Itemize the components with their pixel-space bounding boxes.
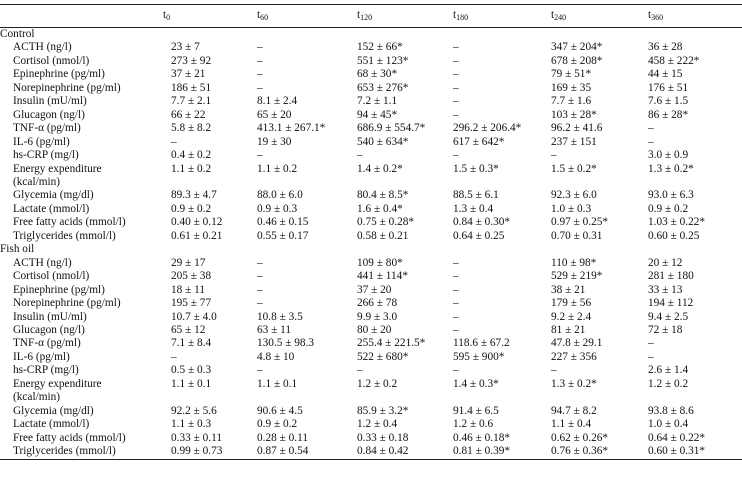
cell-t0: 66 ± 22 (171, 108, 206, 121)
cell-t60: – (257, 54, 263, 67)
row-label: Lactate (mmol/l) (13, 202, 90, 215)
cell-t0: 0.99 ± 0.73 (171, 445, 223, 458)
cell-t180: 1.5 ± 0.3* (453, 162, 499, 175)
cell-t60: – (257, 364, 263, 377)
cell-t360: 458 ± 222* (648, 54, 700, 67)
cell-t240: 79 ± 51* (551, 68, 592, 81)
cell-t120: 94 ± 45* (357, 108, 398, 121)
cell-t180: – (453, 108, 459, 121)
cell-t60: 88.0 ± 6.0 (257, 189, 303, 202)
cell-t60: 0.87 ± 0.54 (257, 445, 309, 458)
cell-t240: 0.76 ± 0.36* (551, 445, 609, 458)
cell-t360: 0.64 ± 0.22* (648, 431, 706, 444)
cell-t240: 38 ± 21 (551, 283, 586, 296)
cell-t360: 20 ± 12 (648, 256, 683, 269)
group-label: Control (0, 28, 35, 40)
cell-t240: 92.3 ± 6.0 (551, 189, 597, 202)
group-label: Fish oil (0, 243, 35, 256)
cell-t120: 9.9 ± 3.0 (357, 310, 398, 323)
table-row (0, 82, 742, 95)
column-header-t360: $t_{360}$ (648, 9, 664, 22)
row-label: IL-6 (pg/ml) (13, 135, 70, 148)
cell-t240: 678 ± 208* (551, 54, 603, 67)
cell-t360: 1.0 ± 0.4 (648, 418, 689, 431)
cell-t240: 81 ± 21 (551, 323, 586, 336)
cell-t120: 522 ± 680* (357, 350, 409, 363)
cell-t120: 255.4 ± 221.5* (357, 337, 426, 350)
cell-t180: 296.2 ± 206.4* (453, 122, 522, 135)
table-row (0, 337, 742, 350)
cell-t60: – (257, 41, 263, 54)
cell-t0: – (171, 350, 177, 363)
cell-t120: 80 ± 20 (357, 323, 392, 336)
cell-t120: 0.58 ± 0.21 (357, 229, 409, 242)
cell-t360: 2.6 ± 1.4 (648, 364, 689, 377)
row-label: Energy expenditure (kcal/min) (13, 377, 102, 404)
cell-t60: 0.9 ± 0.3 (257, 202, 298, 215)
row-label: Glycemia (mg/dl) (13, 189, 94, 202)
cell-t0: 23 ± 7 (171, 41, 200, 54)
table-row (0, 257, 742, 270)
cell-t240: 0.97 ± 0.25* (551, 216, 609, 229)
cell-t360: 194 ± 112 (648, 297, 694, 310)
cell-t0: 205 ± 38 (171, 270, 212, 283)
cell-t120: 1.6 ± 0.4* (357, 202, 403, 215)
cell-t180: – (453, 54, 459, 67)
cell-t240: 1.1 ± 0.4 (551, 418, 592, 431)
cell-t60: – (257, 283, 263, 296)
cell-t240: 0.70 ± 0.31 (551, 229, 603, 242)
table-row (0, 324, 742, 337)
table-row (0, 41, 742, 54)
row-label: Energy expenditure (kcal/min) (13, 162, 102, 188)
cell-t60: 0.9 ± 0.2 (257, 418, 298, 431)
row-label: ACTH (ng/l) (13, 256, 72, 269)
cell-t120: 551 ± 123* (357, 54, 409, 67)
cell-t60: 10.8 ± 3.5 (257, 310, 303, 323)
table-row (0, 311, 742, 324)
cell-t360: 0.60 ± 0.25 (648, 229, 700, 242)
cell-t0: 0.9 ± 0.2 (171, 202, 212, 215)
cell-t60: 1.1 ± 0.1 (257, 377, 298, 390)
cell-t240: – (551, 364, 557, 377)
cell-t360: 176 ± 51 (648, 81, 689, 94)
cell-t240: 110 ± 98* (551, 256, 597, 269)
cell-t180: – (453, 256, 459, 269)
cell-t120: 441 ± 114* (357, 270, 408, 283)
cell-t240: 237 ± 151 (551, 135, 597, 148)
cell-t60: 19 ± 30 (257, 135, 292, 148)
cell-t180: – (453, 270, 459, 283)
group-row (0, 28, 742, 42)
cell-t240: 96.2 ± 41.6 (551, 122, 603, 135)
cell-t60: 63 ± 11 (257, 323, 292, 336)
cell-t0: 0.4 ± 0.2 (171, 149, 212, 162)
cell-t120: 68 ± 30* (357, 68, 398, 81)
row-label: IL-6 (pg/ml) (13, 350, 70, 363)
cell-t180: 88.5 ± 6.1 (453, 189, 499, 202)
row-label: TNF-α (pg/ml) (13, 122, 81, 135)
cell-t0: 0.5 ± 0.3 (171, 364, 212, 377)
cell-t120: 37 ± 20 (357, 283, 392, 296)
cell-t240: 7.7 ± 1.6 (551, 95, 592, 108)
table-row (0, 405, 742, 418)
cell-t360: 44 ± 15 (648, 68, 683, 81)
cell-t180: 595 ± 900* (453, 350, 505, 363)
row-label: Free fatty acids (mmol/l) (13, 431, 126, 444)
cell-t60: 8.1 ± 2.4 (257, 95, 298, 108)
cell-t360: 1.3 ± 0.2* (648, 162, 694, 175)
table-row (0, 136, 742, 149)
cell-t0: 7.1 ± 8.4 (171, 337, 212, 350)
table-row (0, 284, 742, 297)
cell-t240: 1.5 ± 0.2* (551, 162, 597, 175)
cell-t180: 91.4 ± 6.5 (453, 404, 499, 417)
cell-t120: 540 ± 634* (357, 135, 409, 148)
cell-t120: 266 ± 78 (357, 297, 398, 310)
cell-t240: 103 ± 28* (551, 108, 597, 121)
cell-t60: – (257, 68, 263, 81)
cell-t60: 413.1 ± 267.1* (257, 122, 326, 135)
table-row (0, 230, 742, 243)
cell-t360: 281 ± 180 (648, 270, 694, 283)
cell-t360: 86 ± 28* (648, 108, 689, 121)
cell-t180: 0.46 ± 0.18* (453, 431, 511, 444)
row-label: TNF-α (pg/ml) (13, 337, 81, 350)
cell-t0: – (171, 135, 177, 148)
cell-t60: – (257, 81, 263, 94)
cell-t0: 0.40 ± 0.12 (171, 216, 223, 229)
cell-t180: 617 ± 642* (453, 135, 505, 148)
table-row (0, 297, 742, 310)
cell-t0: 65 ± 12 (171, 323, 206, 336)
row-label: Cortisol (nmol/l) (13, 270, 90, 283)
row-label: Norepinephrine (pg/ml) (13, 81, 121, 94)
cell-t120: 152 ± 66* (357, 41, 403, 54)
cell-t240: – (551, 149, 557, 162)
cell-t180: – (453, 323, 459, 336)
cell-t120: – (357, 149, 363, 162)
table-row (0, 189, 742, 202)
row-label: Glucagon (ng/l) (13, 323, 85, 336)
cell-t60: 0.55 ± 0.17 (257, 229, 309, 242)
cell-t60: 90.6 ± 4.5 (257, 404, 303, 417)
row-label: Epinephrine (pg/ml) (13, 283, 105, 296)
cell-t180: 0.81 ± 0.39* (453, 445, 511, 458)
cell-t0: 195 ± 77 (171, 297, 212, 310)
cell-t0: 1.1 ± 0.3 (171, 418, 212, 431)
cell-t360: – (648, 135, 654, 148)
table-row (0, 216, 742, 229)
row-label: ACTH (ng/l) (13, 41, 72, 54)
cell-t120: 85.9 ± 3.2* (357, 404, 409, 417)
table-row (0, 445, 742, 459)
cell-t240: 1.0 ± 0.3 (551, 202, 592, 215)
table-row (0, 149, 742, 162)
row-label: Free fatty acids (mmol/l) (13, 216, 126, 229)
cell-t120: 0.84 ± 0.42 (357, 445, 409, 458)
cell-t360: – (648, 337, 654, 350)
cell-t60: 65 ± 20 (257, 108, 292, 121)
cell-t180: – (453, 41, 459, 54)
cell-t120: 109 ± 80* (357, 256, 403, 269)
cell-t0: 0.33 ± 0.11 (171, 431, 222, 444)
column-header-t60: $t_{60}$ (257, 9, 269, 22)
table-row (0, 418, 742, 431)
cell-t120: 653 ± 276* (357, 81, 409, 94)
cell-t120: 80.4 ± 8.5* (357, 189, 409, 202)
cell-t120: 1.4 ± 0.2* (357, 162, 403, 175)
column-header-t240: $t_{240}$ (551, 9, 567, 22)
cell-t360: 1.2 ± 0.2 (648, 377, 689, 390)
cell-t240: 9.2 ± 2.4 (551, 310, 592, 323)
cell-t360: 7.6 ± 1.5 (648, 95, 689, 108)
row-label: Lactate (mmol/l) (13, 418, 90, 431)
cell-t240: 529 ± 219* (551, 270, 603, 283)
table-row (0, 95, 742, 108)
cell-t60: – (257, 297, 263, 310)
cell-t360: 0.9 ± 0.2 (648, 202, 689, 215)
cell-t360: 9.4 ± 2.5 (648, 310, 689, 323)
cell-t120: 1.2 ± 0.2 (357, 377, 398, 390)
cell-t180: 1.4 ± 0.3* (453, 377, 499, 390)
table-row (0, 270, 742, 283)
cell-t180: – (453, 95, 459, 108)
cell-t360: 93.0 ± 6.3 (648, 189, 694, 202)
cell-t60: – (257, 256, 263, 269)
cell-t240: 94.7 ± 8.2 (551, 404, 597, 417)
cell-t180: – (453, 364, 459, 377)
cell-t0: 1.1 ± 0.2 (171, 162, 212, 175)
results-table (0, 4, 742, 460)
cell-t180: 1.3 ± 0.4 (453, 202, 494, 215)
table-header (0, 5, 742, 28)
table-row (0, 364, 742, 377)
column-header-t120: $t_{120}$ (357, 9, 373, 22)
cell-t0: 92.2 ± 5.6 (171, 404, 217, 417)
cell-t360: 36 ± 28 (648, 41, 683, 54)
cell-t120: 0.33 ± 0.18 (357, 431, 409, 444)
table-row (0, 378, 742, 405)
cell-t180: – (453, 81, 459, 94)
cell-t180: – (453, 310, 459, 323)
cell-t360: 0.60 ± 0.31* (648, 445, 706, 458)
cell-t0: 10.7 ± 4.0 (171, 310, 217, 323)
cell-t180: – (453, 149, 459, 162)
cell-t180: 0.84 ± 0.30* (453, 216, 511, 229)
group-row (0, 243, 742, 256)
cell-t60: 0.28 ± 0.11 (257, 431, 308, 444)
cell-t0: 89.3 ± 4.7 (171, 189, 217, 202)
table-row (0, 351, 742, 364)
cell-t360: – (648, 350, 654, 363)
cell-t0: 7.7 ± 2.1 (171, 95, 212, 108)
table-body (0, 28, 742, 460)
table-row (0, 432, 742, 445)
cell-t240: 47.8 ± 29.1 (551, 337, 603, 350)
cell-t0: 1.1 ± 0.1 (171, 377, 212, 390)
cell-t0: 273 ± 92 (171, 54, 212, 67)
cell-t60: 130.5 ± 98.3 (257, 337, 315, 350)
cell-t360: 1.03 ± 0.22* (648, 216, 706, 229)
cell-t120: 7.2 ± 1.1 (357, 95, 398, 108)
row-label: Glucagon (ng/l) (13, 108, 85, 121)
cell-t360: – (648, 122, 654, 135)
cell-t0: 5.8 ± 8.2 (171, 122, 212, 135)
header-empty-cell (0, 5, 163, 28)
cell-t60: 0.46 ± 0.15 (257, 216, 309, 229)
cell-t120: 0.75 ± 0.28* (357, 216, 415, 229)
cell-t60: 1.1 ± 0.2 (257, 162, 298, 175)
cell-t180: – (453, 283, 459, 296)
row-label: Triglycerides (mmol/l) (13, 445, 116, 458)
cell-t120: 1.2 ± 0.4 (357, 418, 398, 431)
cell-t0: 37 ± 21 (171, 68, 206, 81)
row-label: Cortisol (nmol/l) (13, 54, 90, 67)
table-row (0, 122, 742, 135)
table-row (0, 55, 742, 68)
row-label: Epinephrine (pg/ml) (13, 68, 105, 81)
table-row (0, 109, 742, 122)
table-row (0, 163, 742, 190)
cell-t180: 0.64 ± 0.25 (453, 229, 505, 242)
cell-t0: 29 ± 17 (171, 256, 206, 269)
cell-t240: 179 ± 56 (551, 297, 592, 310)
cell-t180: 118.6 ± 67.2 (453, 337, 510, 350)
row-label: Norepinephrine (pg/ml) (13, 297, 121, 310)
cell-t60: – (257, 270, 263, 283)
row-label: Insulin (mU/ml) (13, 95, 87, 108)
cell-t240: 347 ± 204* (551, 41, 603, 54)
table-row (0, 203, 742, 216)
cell-t60: 4.8 ± 10 (257, 350, 295, 363)
cell-t240: 169 ± 35 (551, 81, 592, 94)
cell-t180: – (453, 297, 459, 310)
cell-t360: 72 ± 18 (648, 323, 683, 336)
column-header-t0: $t_0$ (163, 9, 171, 22)
cell-t0: 18 ± 11 (171, 283, 206, 296)
cell-t60: – (257, 149, 263, 162)
cell-t0: 186 ± 51 (171, 81, 212, 94)
row-label: hs-CRP (mg/l) (13, 364, 79, 377)
header-row (0, 5, 742, 28)
cell-t360: 93.8 ± 8.6 (648, 404, 694, 417)
row-label: hs-CRP (mg/l) (13, 149, 79, 162)
cell-t360: 3.0 ± 0.9 (648, 149, 689, 162)
column-header-t180: $t_{180}$ (453, 9, 469, 22)
cell-t120: 686.9 ± 554.7* (357, 122, 426, 135)
cell-t240: 0.62 ± 0.26* (551, 431, 609, 444)
cell-t180: 1.2 ± 0.6 (453, 418, 494, 431)
cell-t180: – (453, 68, 459, 81)
row-label: Insulin (mU/ml) (13, 310, 87, 323)
cell-t120: – (357, 364, 363, 377)
cell-t240: 1.3 ± 0.2* (551, 377, 597, 390)
cell-t0: 0.61 ± 0.21 (171, 229, 223, 242)
cell-t360: 33 ± 13 (648, 283, 683, 296)
cell-t240: 227 ± 356 (551, 350, 597, 363)
row-label: Glycemia (mg/dl) (13, 404, 94, 417)
table-row (0, 68, 742, 81)
row-label: Triglycerides (mmol/l) (13, 229, 116, 242)
